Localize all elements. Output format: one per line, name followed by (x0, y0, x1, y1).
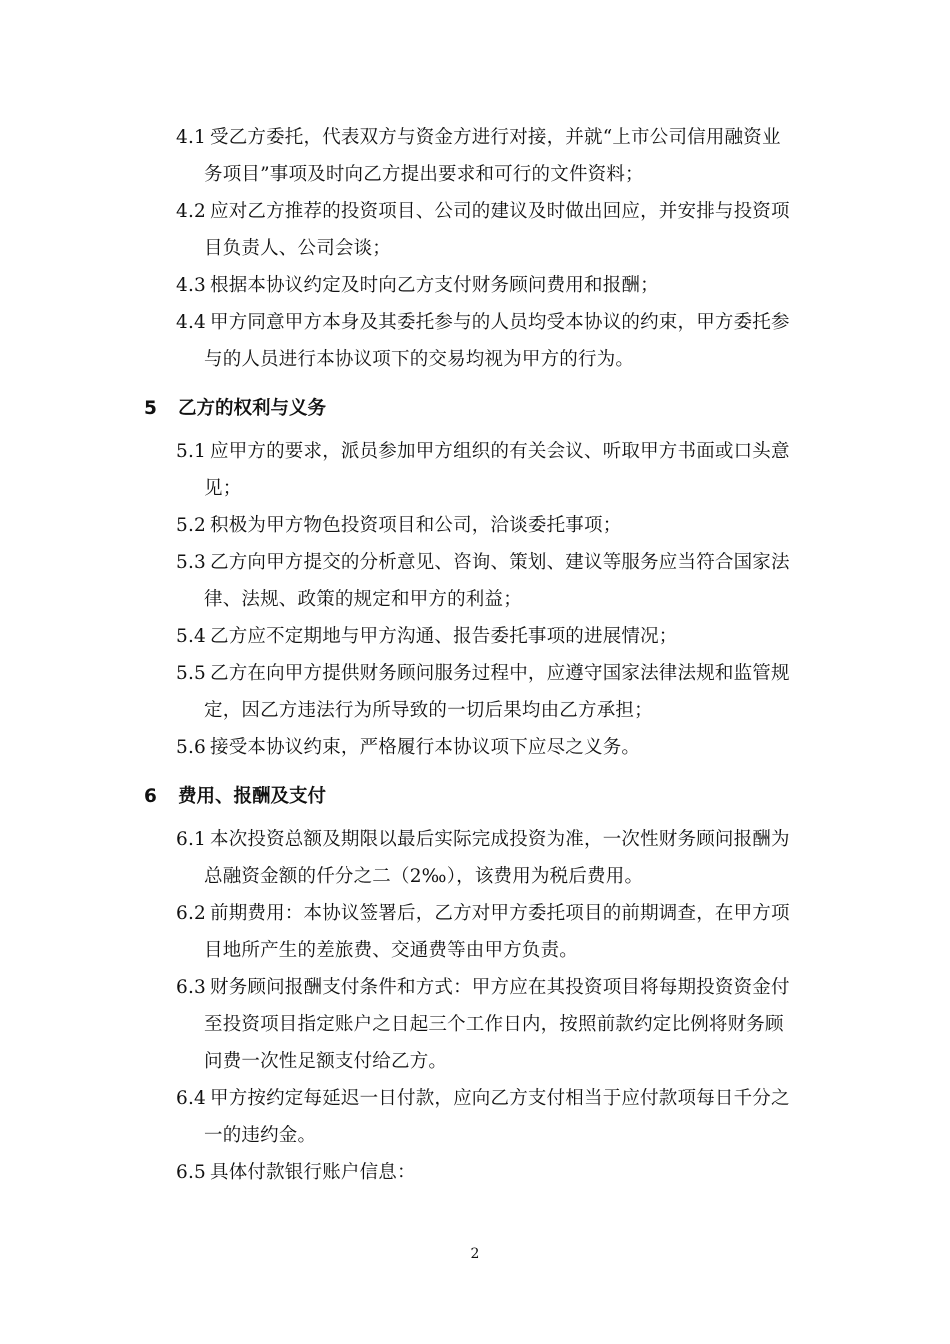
clause-text-line: 财务顾问报酬支付条件和方式：甲方应在其投资项目将每期投资资金付 (210, 977, 790, 998)
clause-item (176, 544, 808, 618)
clause-text-line: 甲方同意甲方本身及其委托参与的人员均受本协议的约束，甲方委托参 (210, 312, 790, 333)
clause-text-line: 应对乙方推荐的投资项目、公司的建议及时做出回应，并安排与投资项 (210, 201, 790, 222)
clause-item (176, 729, 808, 766)
clause-text-line: 前期费用：本协议签署后，乙方对甲方委托项目的前期调查，在甲方项 (210, 903, 790, 924)
clause-number: 4.3 (176, 275, 207, 296)
clause-text-line: 见； (204, 478, 242, 499)
section-number: 5 (144, 398, 157, 419)
clause-item (176, 655, 808, 729)
clause-item (176, 119, 808, 193)
document-body (0, 119, 950, 1191)
clause-text-line: 受乙方委托，代表双方与资金方进行对接，并就“上市公司信用融资业 (210, 127, 781, 148)
clause-item (176, 895, 808, 969)
clause-number: 5.3 (176, 552, 207, 573)
clause-text-line: 问费一次性足额支付给乙方。 (204, 1051, 448, 1072)
clause-text-line: 目地所产生的差旅费、交通费等由甲方负责。 (204, 940, 579, 961)
clause-number: 5.4 (176, 626, 207, 647)
clause-number: 5.1 (176, 441, 207, 462)
clause-item (176, 1154, 808, 1191)
clause-item (176, 1080, 808, 1154)
clause-text-line: 总融资金额的仟分之二（2‰），该费用为税后费用。 (204, 866, 644, 887)
clause-text-line: 律、法规、政策的规定和甲方的利益； (204, 589, 522, 610)
clause-text-line: 根据本协议约定及时向乙方支付财务顾问费用和报酬； (210, 275, 659, 296)
clause-text-line: 至投资项目指定账户之日起三个工作日内，按照前款约定比例将财务顾 (204, 1014, 784, 1035)
clause-text-line: 一的违约金。 (204, 1125, 317, 1146)
section-title: 乙方的权利与义务 (178, 398, 327, 419)
clause-text-line: 甲方按约定每延迟一日付款，应向乙方支付相当于应付款项每日千分之 (210, 1088, 790, 1109)
section-number: 6 (144, 786, 157, 807)
clause-text-line: 乙方应不定期地与甲方沟通、报告委托事项的进展情况； (210, 626, 678, 647)
section-heading-6 (144, 778, 950, 815)
clause-text-line: 接受本协议约束，严格履行本协议项下应尽之义务。 (210, 737, 641, 758)
clause-number: 4.1 (176, 127, 207, 148)
clause-text-line: 定，因乙方违法行为所导致的一切后果均由乙方承担； (204, 700, 653, 721)
clause-text-line: 乙方在向甲方提供财务顾问服务过程中，应遵守国家法律法规和监管规 (210, 663, 790, 684)
clause-number: 4.2 (176, 201, 207, 222)
clause-item (176, 433, 808, 507)
clause-text-line: 与的人员进行本协议项下的交易均视为甲方的行为。 (204, 349, 635, 370)
clause-item (176, 304, 808, 378)
clause-item (176, 618, 808, 655)
clause-item (176, 821, 808, 895)
clause-text-line: 务项目”事项及时向乙方提出要求和可行的文件资料； (204, 164, 644, 185)
clause-number: 6.4 (176, 1088, 207, 1109)
clause-number: 4.4 (176, 312, 207, 333)
section-heading-5 (144, 390, 950, 427)
clause-group-6 (0, 821, 950, 1191)
clause-number: 5.5 (176, 663, 207, 684)
clause-item (176, 969, 808, 1080)
clause-text-line: 目负责人、公司会谈； (204, 238, 392, 259)
clause-number: 6.1 (176, 829, 207, 850)
clause-group-4 (0, 119, 950, 378)
clause-group-5 (0, 433, 950, 766)
clause-number: 5.6 (176, 737, 207, 758)
clause-number: 6.2 (176, 903, 207, 924)
clause-item (176, 193, 808, 267)
clause-number: 6.3 (176, 977, 207, 998)
clause-text-line: 本次投资总额及期限以最后实际完成投资为准，一次性财务顾问报酬为 (210, 829, 790, 850)
clause-number: 6.5 (176, 1162, 207, 1183)
page-number: 2 (470, 1246, 480, 1262)
clause-text-line: 积极为甲方物色投资项目和公司，洽谈委托事项； (210, 515, 622, 536)
clause-item (176, 267, 808, 304)
clause-text-line: 具体付款银行账户信息： (210, 1162, 416, 1183)
clause-item (176, 507, 808, 544)
section-title: 费用、报酬及支付 (178, 786, 327, 807)
clause-text-line: 乙方向甲方提交的分析意见、咨询、策划、建议等服务应当符合国家法 (210, 552, 790, 573)
clause-number: 5.2 (176, 515, 207, 536)
clause-text-line: 应甲方的要求，派员参加甲方组织的有关会议、听取甲方书面或口头意 (210, 441, 790, 462)
